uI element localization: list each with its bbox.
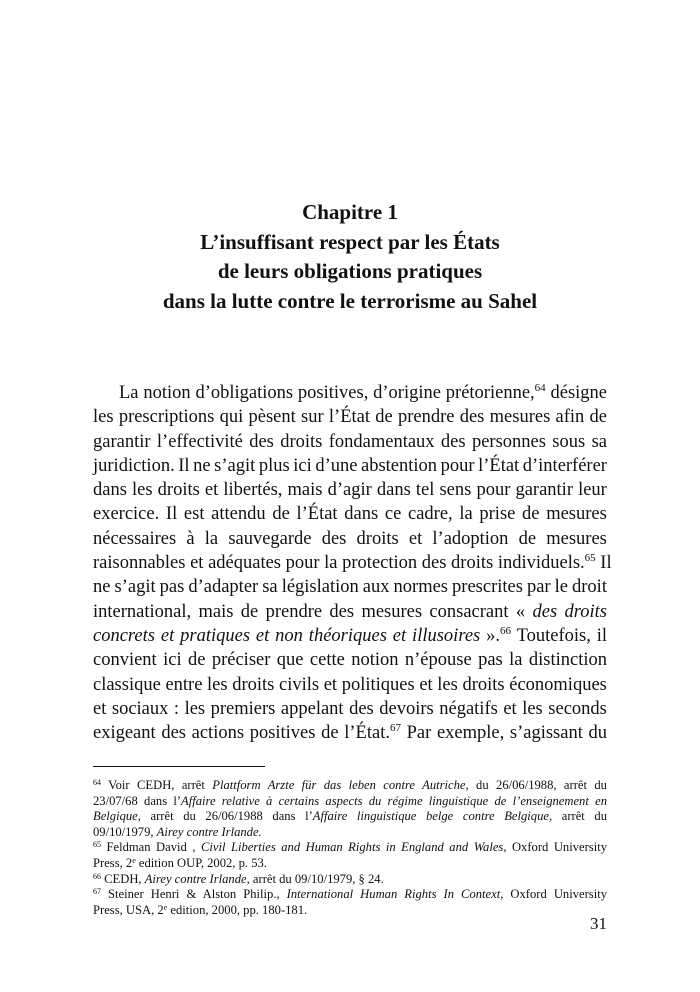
text-span: ». <box>480 625 501 646</box>
text-line <box>93 405 607 429</box>
word: distinction <box>528 650 607 671</box>
word: économiques <box>509 674 607 695</box>
word: pas <box>159 577 185 598</box>
text-span: 23/07/68 dans l’ <box>93 793 182 808</box>
footnote-67-line <box>93 903 607 919</box>
text-line <box>93 600 607 624</box>
word: juridiction. <box>93 455 175 476</box>
text-span-italic: Airey contre Irlande <box>144 871 247 886</box>
word: libertés, <box>223 480 283 501</box>
text-span-italic: concrets et pratiques et non théoriques et illusoires <box>93 625 481 646</box>
footnote-64-line <box>93 778 607 794</box>
word: d’adapter <box>188 577 259 598</box>
word: afin <box>555 407 585 428</box>
body-paragraph <box>93 381 612 745</box>
word: sens <box>439 480 472 501</box>
text-span: Il <box>595 553 612 574</box>
text-span: 09/10/1979, <box>93 824 157 839</box>
word: pour <box>476 480 511 501</box>
text-span: Voir CEDH, arrêt <box>101 778 213 792</box>
word: par <box>526 577 551 598</box>
text-span-italic: des droits <box>532 601 607 622</box>
text-span: edition, 2000, pp. 180-181. <box>167 902 308 917</box>
word: aux <box>362 577 390 598</box>
word: sociaux <box>111 698 169 719</box>
word: de <box>518 528 537 549</box>
footnote-number: 66 <box>93 871 101 881</box>
word: droits <box>356 528 399 549</box>
word: exercice. <box>93 504 160 525</box>
superscript: e <box>163 902 168 912</box>
text-span: CEDH, <box>101 871 145 886</box>
chapter-title-line: dans la lutte contre le terrorisme au Sahel <box>162 288 538 313</box>
word: législation <box>281 577 359 598</box>
word: d’interférer <box>522 455 607 476</box>
word: ce <box>384 504 402 525</box>
text-span: Oxford University <box>503 887 607 902</box>
word: abstention <box>361 455 438 476</box>
word: préciser <box>211 650 271 671</box>
text-line <box>93 673 607 697</box>
text-span: , arrêt du <box>548 809 608 824</box>
word: garantir <box>93 431 151 452</box>
footnote-64-line <box>93 809 607 825</box>
text-span: Feldman David , <box>101 840 201 855</box>
word: mesures <box>546 528 607 549</box>
text-span: edition OUP, 2002, p. 53. <box>135 855 267 870</box>
word: la <box>459 504 473 525</box>
word: des <box>249 431 274 452</box>
word: attendu <box>211 504 266 525</box>
word: sa <box>262 577 278 598</box>
word: prescrites <box>452 577 523 598</box>
text-span-italic: Affaire linguistique belge contre Belgique <box>312 809 549 824</box>
chapter-label: Chapitre 1 <box>302 200 398 224</box>
word: dans <box>376 480 411 501</box>
footnote-separator <box>93 766 265 767</box>
word: l’État <box>328 407 370 428</box>
text-line <box>93 721 607 745</box>
word: et <box>93 698 107 719</box>
word: seconds <box>548 698 607 719</box>
word: dans <box>344 504 379 525</box>
word: l’effectivité <box>156 431 243 452</box>
text-span: désigne <box>545 383 607 403</box>
word: entre <box>165 674 203 695</box>
word: civils <box>279 674 320 695</box>
word: s’agit <box>214 455 256 476</box>
text-span: Press, USA, 2 <box>93 902 164 917</box>
text-line <box>93 697 607 721</box>
word: sauvegarde <box>228 528 312 549</box>
word: mesures <box>546 504 607 525</box>
word: ici <box>163 650 182 671</box>
word: négatifs <box>439 698 498 719</box>
word: les <box>184 698 206 719</box>
word: sous <box>552 431 586 452</box>
word: des <box>321 528 347 549</box>
word: : <box>173 698 180 719</box>
text-line <box>93 624 607 648</box>
word: d’agir <box>327 480 372 501</box>
page-number: 31 <box>590 914 607 933</box>
word: les <box>93 407 114 428</box>
word: convient <box>93 650 157 671</box>
text-line <box>93 575 607 599</box>
word: appelant <box>280 698 344 719</box>
word: et <box>503 698 517 719</box>
word: droits <box>462 674 505 695</box>
footnote-65-line <box>93 840 607 856</box>
word: les <box>437 674 458 695</box>
word: de <box>272 504 290 525</box>
footnote-number: 64 <box>93 778 101 787</box>
footnotes <box>93 778 607 918</box>
word: prise <box>479 504 516 525</box>
text-span: , du 26/06/1988, arrêt du <box>465 778 607 792</box>
chapter-heading <box>60 198 640 316</box>
word: de <box>187 650 206 671</box>
word: pour <box>440 455 475 476</box>
footnote-65-line <box>93 856 607 872</box>
word: de <box>589 407 607 428</box>
text-span-italic: Affaire relative à certains aspects du régime linguistique de l’enseignement en <box>181 793 607 808</box>
word: n’épouse <box>404 650 472 671</box>
word: mais <box>287 480 323 501</box>
word: la <box>509 650 523 671</box>
text-span: La notion d’obligations positives, d’origine prétorienne, <box>119 383 535 403</box>
word: classique <box>93 674 161 695</box>
word: pas <box>478 650 503 671</box>
word: d’une <box>315 455 358 476</box>
word: cadre, <box>407 504 453 525</box>
word: que <box>276 650 304 671</box>
word: premiers <box>210 698 276 719</box>
text-span: Par exemple, s’agissant du <box>400 723 607 744</box>
word: plus <box>258 455 290 476</box>
footnote-number: 67 <box>93 887 101 897</box>
word: politiques <box>341 674 415 695</box>
word: les <box>132 480 153 501</box>
word: devoirs <box>379 698 434 719</box>
text-line <box>93 527 607 551</box>
word: des <box>349 698 374 719</box>
chapter-title-line: L’insuffisant respect par les États <box>200 229 500 254</box>
word: cette <box>309 650 345 671</box>
word: garantir <box>515 480 573 501</box>
text-span: , arrêt du 26/06/1988 dans l’ <box>137 809 313 824</box>
footnote-ref-66: 66 <box>500 624 512 637</box>
word: sa <box>591 431 607 452</box>
text-line <box>93 381 607 405</box>
word: personnes <box>471 431 546 452</box>
text-span: international, mais de prendre des mesures consacrant « <box>93 601 533 622</box>
superscript: e <box>132 855 136 865</box>
text-span-italic: International Human Rights In Context, <box>286 887 504 902</box>
word: fondamentaux <box>328 431 435 452</box>
footnote-67-line <box>93 887 607 903</box>
word: nécessaires <box>93 528 177 549</box>
text-span: , Oxford University <box>503 840 607 855</box>
text-span: Steiner Henri & Alston Philip., <box>101 887 287 902</box>
word: qui <box>219 407 244 428</box>
word: l’État <box>478 455 520 476</box>
word: droits <box>280 431 323 452</box>
text-span: Press, 2 <box>93 855 133 870</box>
word: est <box>183 504 205 525</box>
word: le <box>554 577 568 598</box>
word: prescriptions <box>118 407 215 428</box>
text-span: raisonnables et adéquates pour la protection des droits individuels. <box>93 553 585 574</box>
word: droit <box>572 577 607 598</box>
footnote-ref-65: 65 <box>584 552 596 565</box>
word: les <box>522 698 543 719</box>
word: les <box>207 674 228 695</box>
text-line <box>93 502 607 526</box>
word: dans <box>93 480 127 501</box>
text-line <box>93 454 607 478</box>
text-line <box>93 648 607 672</box>
word: l’adoption <box>432 528 509 549</box>
text-span-italic: Airey contre Irlande. <box>156 824 262 839</box>
footnote-64-line <box>93 794 607 810</box>
word: prendre <box>397 407 455 428</box>
text-span: , arrêt du 09/10/1979, § 24. <box>246 871 384 886</box>
word: ici <box>293 455 312 476</box>
word: mesures <box>489 407 551 428</box>
word: leur <box>578 480 607 501</box>
word: la <box>204 528 219 549</box>
text-line <box>93 551 612 575</box>
word: pèsent <box>248 407 296 428</box>
word: ne <box>93 577 111 598</box>
text-span: Toutefois, il <box>511 625 608 646</box>
word: et <box>204 480 219 501</box>
word: et <box>323 674 338 695</box>
text-line <box>93 478 607 502</box>
word: Il <box>165 504 178 525</box>
word: sur <box>301 407 324 428</box>
word: ne <box>193 455 211 476</box>
word: droits <box>232 674 275 695</box>
word: à <box>186 528 195 549</box>
footnote-66-line <box>93 872 607 888</box>
word: Il <box>178 455 190 476</box>
word: des <box>440 431 466 452</box>
word: de <box>375 407 393 428</box>
word: normes <box>393 577 449 598</box>
word: des <box>459 407 485 428</box>
text-span: exigeant des actions positives de l’État. <box>93 723 390 744</box>
word: tel <box>415 480 435 501</box>
text-span-italic: Civil Liberties and Human Rights in England and Wales <box>200 840 504 855</box>
word: de <box>522 504 540 525</box>
word: et <box>408 528 423 549</box>
word: et <box>419 674 433 695</box>
word: s’agit <box>114 577 156 598</box>
text-span-italic: Plattform Arzte für das leben contre Autriche <box>212 778 466 792</box>
word: l’État <box>296 504 338 525</box>
footnote-64-line <box>93 825 607 841</box>
word: droits <box>157 480 200 501</box>
footnote-number: 65 <box>93 840 101 850</box>
footnote-ref-67: 67 <box>389 722 401 735</box>
text-line <box>93 430 607 454</box>
text-span-italic: Belgique <box>93 809 138 824</box>
word: notion <box>351 650 399 671</box>
chapter-title-line: de leurs obligations pratiques <box>217 259 483 283</box>
footnote-ref-64: 64 <box>534 382 546 394</box>
